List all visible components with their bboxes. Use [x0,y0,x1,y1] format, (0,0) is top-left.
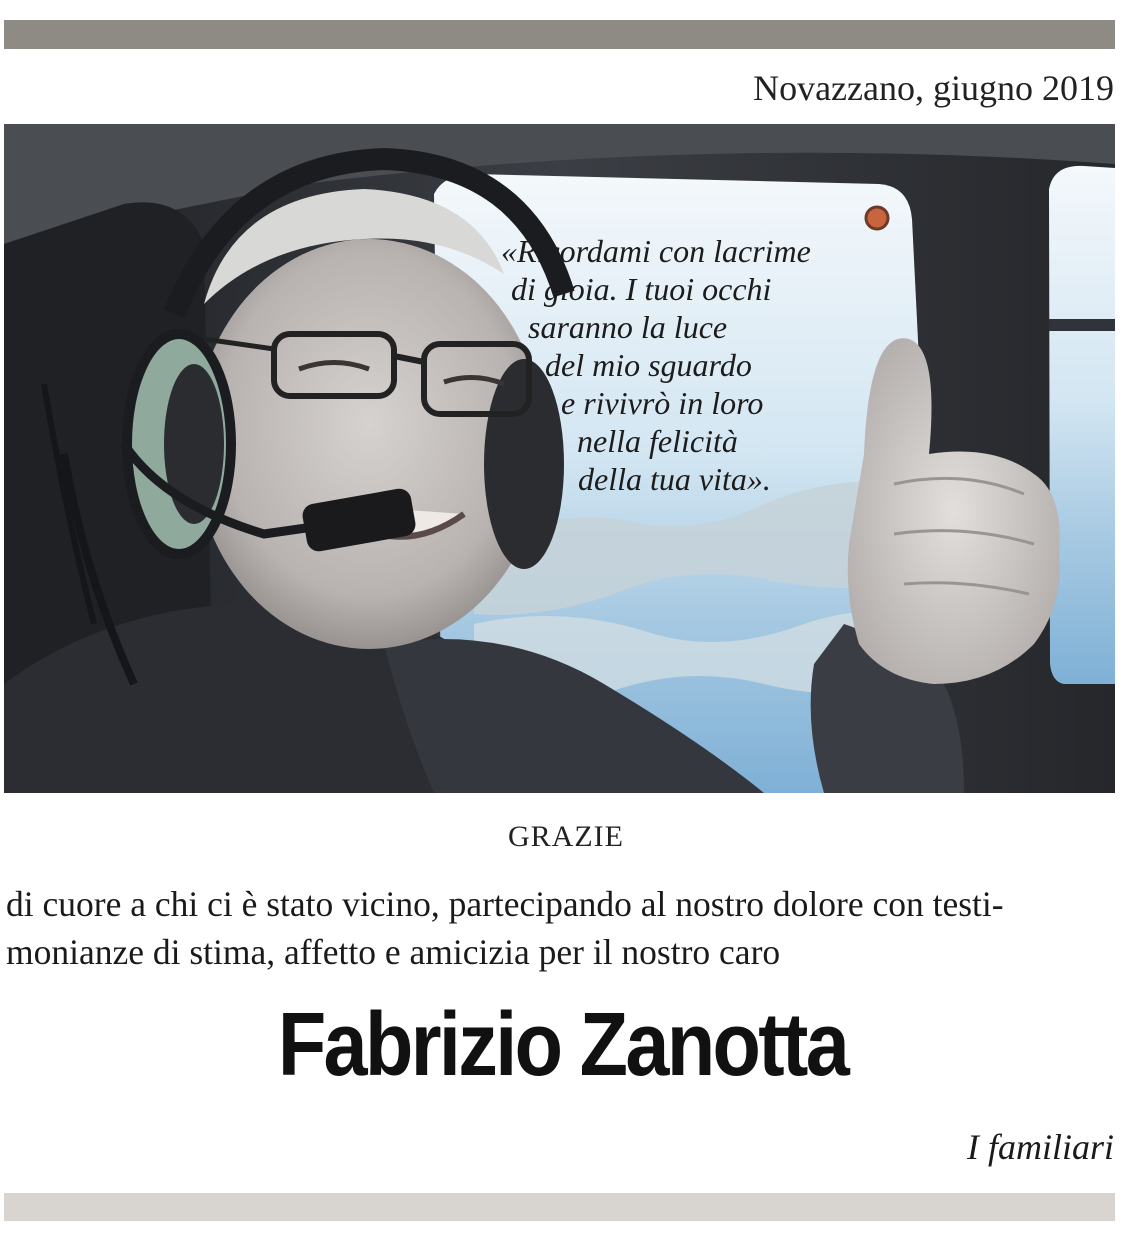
quote-line: e rivivrò in loro [561,385,764,421]
quote-line: del mio sguardo [545,347,752,383]
body-line: di cuore a chi ci è stato vicino, partecipando al nostro dolore con testi- [6,884,1004,924]
quote-line: nella felicità [577,423,738,459]
quote-line: saranno la luce [528,309,728,345]
quote-line: «Ricordami con lacrime [501,233,811,269]
top-rule [4,20,1115,49]
dateline: Novazzano, giugno 2019 [753,68,1114,108]
bottom-rule [4,1193,1115,1221]
memorial-photo [4,124,1115,793]
deceased-name [0,995,1128,1095]
quote-line: di gioia. I tuoi occhi [511,271,772,307]
heading-text: GRAZIE [508,820,624,853]
body-text [6,880,1118,976]
memorial-quote [4,124,1115,793]
quote-line: della tua vita». [578,461,771,497]
signature: I familiari [966,1127,1114,1167]
body-line: monianze di stima, affetto e amicizia per il nostro caro [6,932,781,972]
deceased-name-text: Fabrizio Zanotta [277,995,847,1095]
heading [0,820,1128,854]
